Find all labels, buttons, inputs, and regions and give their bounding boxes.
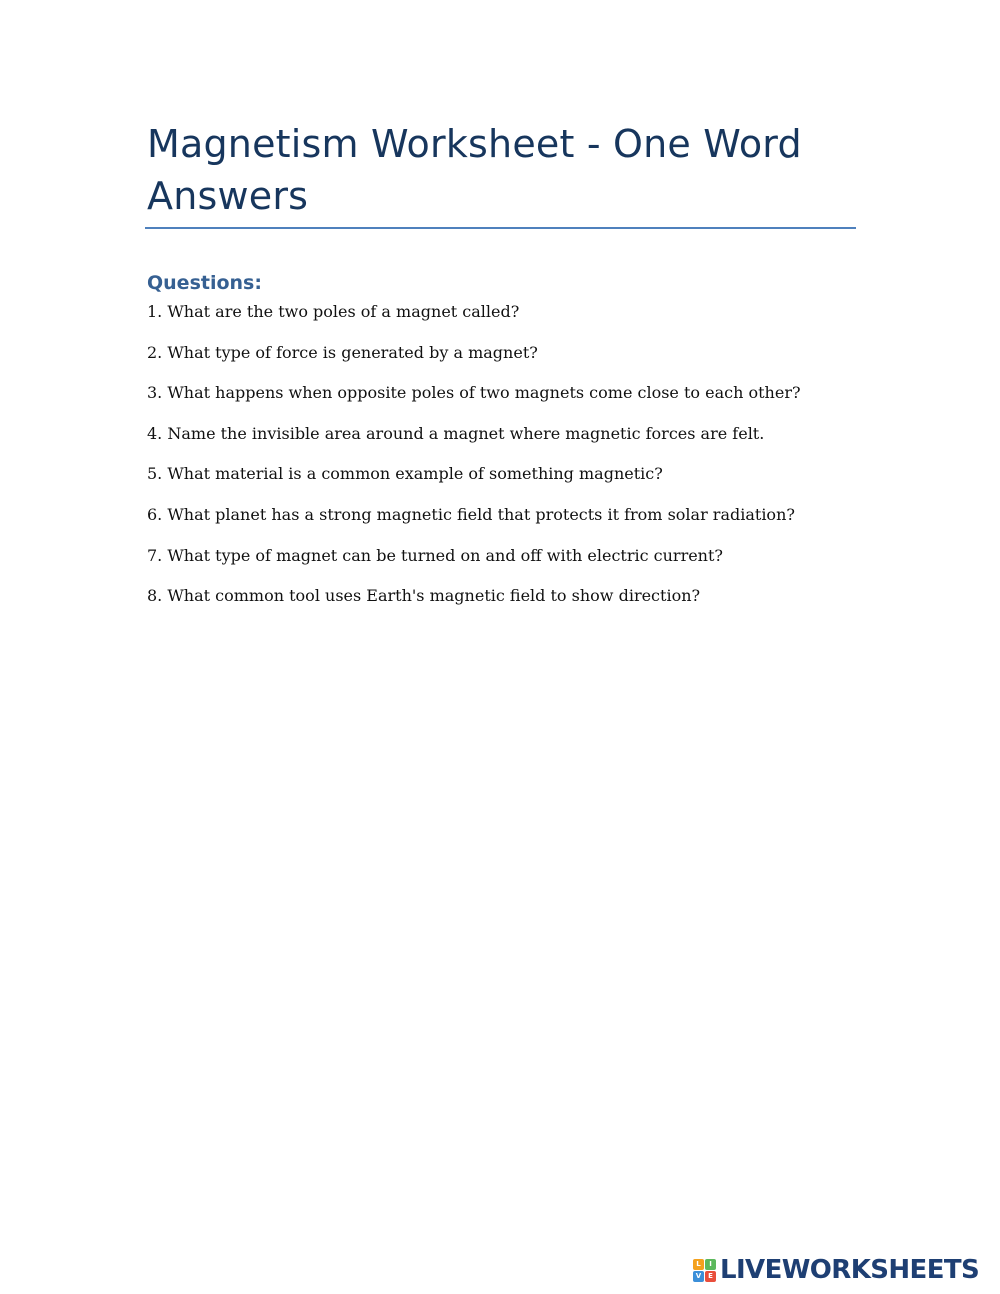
questions-heading: Questions: <box>147 272 262 294</box>
question-item: 5. What material is a common example of something magnetic? <box>147 464 663 484</box>
logo-tile-l: L <box>693 1259 704 1270</box>
logo-tile-v: V <box>693 1271 704 1282</box>
title-divider <box>145 227 856 229</box>
question-item: 7. What type of magnet can be turned on and off with electric current? <box>147 545 723 565</box>
question-item: 3. What happens when opposite poles of two magnets come close to each other? <box>147 383 801 403</box>
logo-tile-i: I <box>705 1259 716 1270</box>
question-item: 4. Name the invisible area around a magnet where magnetic forces are felt. <box>147 423 765 443</box>
liveworksheets-logo-icon <box>693 1259 716 1282</box>
logo-wordmark: LIVEWORKSHEETS <box>720 1255 980 1285</box>
question-item: 6. What planet has a strong magnetic field that protects it from solar radiation? <box>147 504 795 524</box>
logo-tile-e: E <box>705 1271 716 1282</box>
question-list <box>147 300 867 625</box>
liveworksheets-logo <box>693 1255 979 1285</box>
question-item: 2. What type of force is generated by a magnet? <box>147 342 538 362</box>
question-item: 8. What common tool uses Earth's magnetic field to show direction? <box>147 586 701 606</box>
worksheet-title: Magnetism Worksheet - One Word Answers <box>147 122 802 218</box>
question-item: 1. What are the two poles of a magnet called? <box>147 302 520 321</box>
